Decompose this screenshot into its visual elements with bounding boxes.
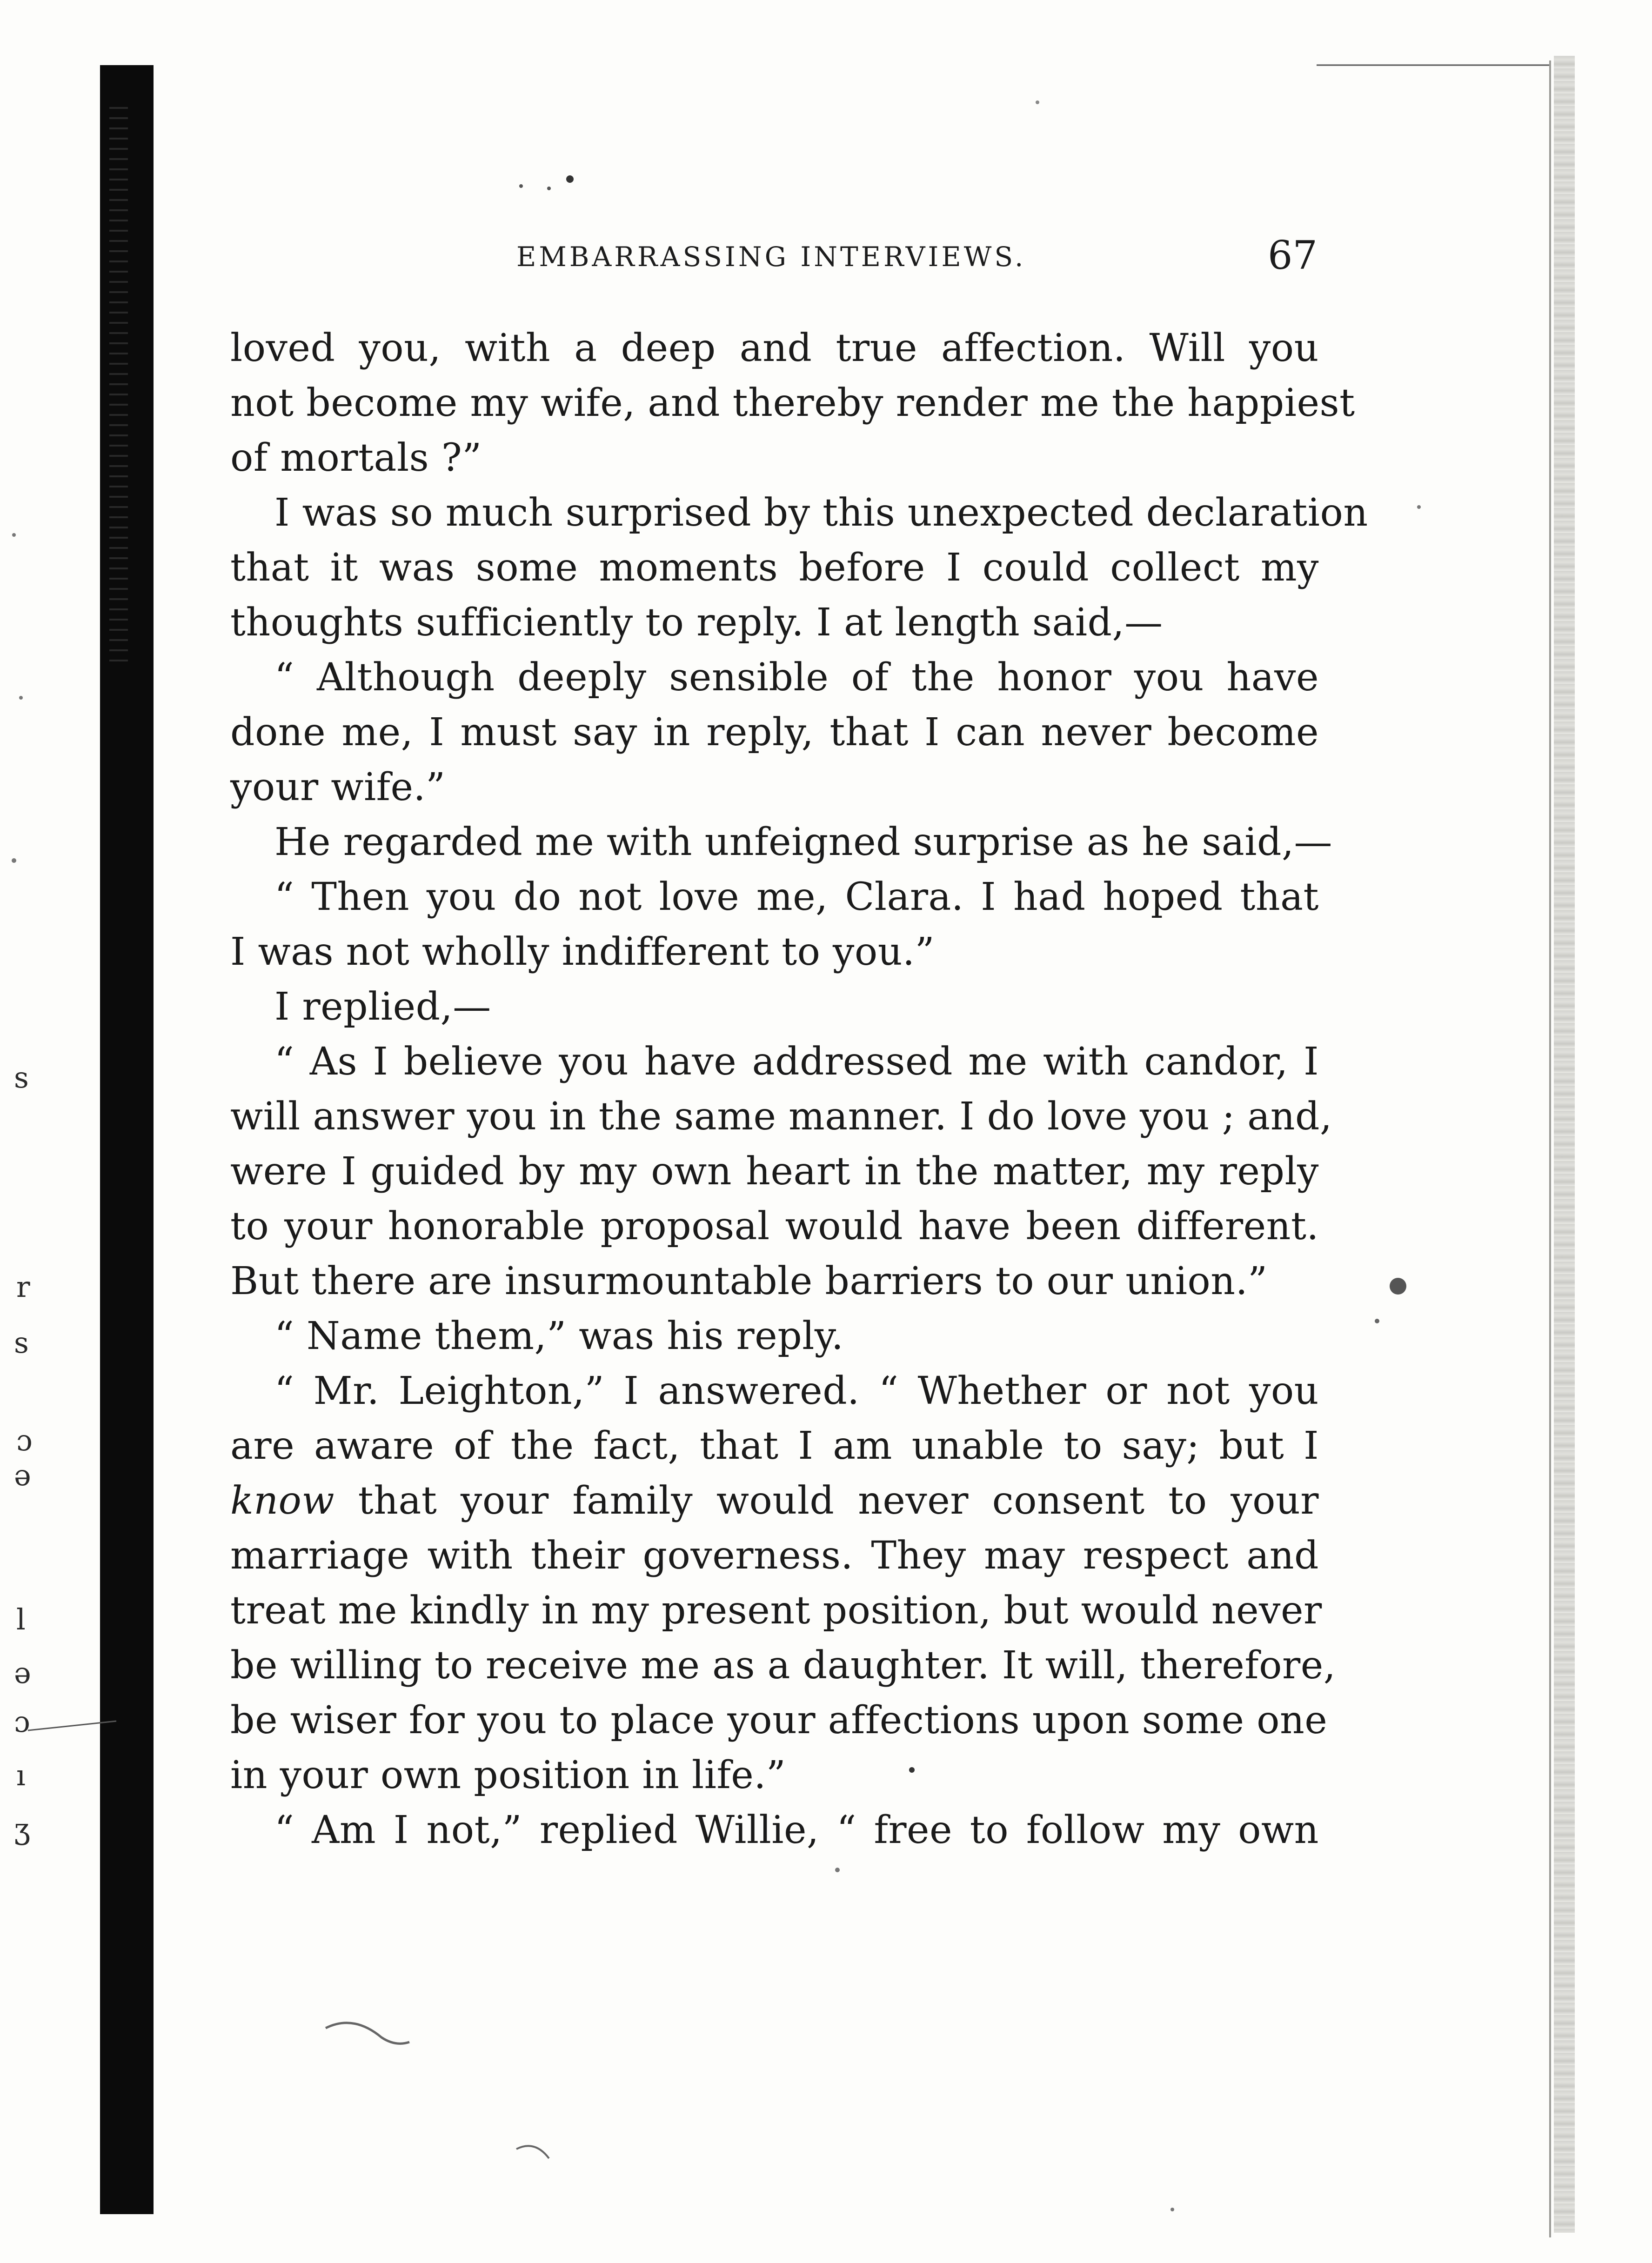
margin-mark: ə <box>14 1458 31 1492</box>
text-line: your wife.” <box>230 765 446 809</box>
text-line: of mortals ?” <box>230 436 482 480</box>
text-line: “ Then you do not love me, Clara. I had hoped that <box>274 875 1319 919</box>
margin-mark: ı <box>16 1758 26 1792</box>
italic-word: know <box>230 1479 335 1523</box>
text-line: “ As I believe you have addressed me with candor, I <box>274 1040 1319 1084</box>
text-line: not become my wife, and thereby render me the happiest <box>230 381 1355 425</box>
margin-mark: s <box>14 1061 29 1095</box>
text-line: marriage with their governess. They may respect and <box>230 1534 1319 1578</box>
margin-mark: ɔ <box>16 1423 33 1457</box>
text-line-rest: that your family would never consent to your <box>334 1479 1319 1523</box>
text-line: be wiser for you to place your affections upon some one <box>230 1698 1328 1742</box>
text-line: I replied,— <box>274 985 491 1029</box>
text-line: done me, I must say in reply, that I can never become <box>230 710 1319 754</box>
text-line: He regarded me with unfeigned surprise as he said,— <box>274 820 1333 864</box>
margin-mark: ə <box>14 1656 31 1690</box>
margin-mark: ʒ <box>14 1812 30 1846</box>
text-line: loved you, with a deep and true affection. Will you <box>230 326 1319 370</box>
margin-mark: l <box>16 1602 26 1636</box>
text-line: treat me kindly in my present position, but would never <box>230 1589 1322 1633</box>
text-line: I was not wholly indifferent to you.” <box>230 930 935 974</box>
text-line: “ Although deeply sensible of the honor you have <box>274 655 1319 700</box>
text-line: But there are insurmountable barriers to our union.” <box>230 1259 1268 1303</box>
text-line: were I guided by my own heart in the matter, my reply <box>230 1149 1319 1194</box>
text-line: in your own position in life.” <box>230 1753 786 1797</box>
text-line: thoughts sufficiently to reply. I at length said,— <box>230 601 1163 645</box>
text-line: I was so much surprised by this unexpected declaration <box>274 491 1368 535</box>
text-line: be willing to receive me as a daughter. It will, therefore, <box>230 1643 1336 1688</box>
text-line <box>230 1474 1319 1529</box>
text-line: “ Mr. Leighton,” I answered. “ Whether or not you <box>274 1369 1319 1413</box>
text-line: that it was some moments before I could collect my <box>230 546 1319 590</box>
body-text <box>230 321 1368 1858</box>
page-number: 67 <box>1268 233 1318 278</box>
margin-mark: r <box>16 1270 30 1304</box>
text-line: “ Am I not,” replied Willie, “ free to follow my own <box>274 1808 1319 1852</box>
text-line: to your honorable proposal would have been different. <box>230 1204 1319 1248</box>
margin-mark: ɔ <box>14 1705 30 1739</box>
text-line: “ Name them,” was his reply. <box>274 1314 844 1358</box>
margin-mark: s <box>14 1326 29 1360</box>
text-line: are aware of the fact, that I am unable to say; but I <box>230 1424 1319 1468</box>
text-line: will answer you in the same manner. I do love you ; and, <box>230 1095 1332 1139</box>
running-head: EMBARRASSING INTERVIEWS. <box>516 241 1026 273</box>
